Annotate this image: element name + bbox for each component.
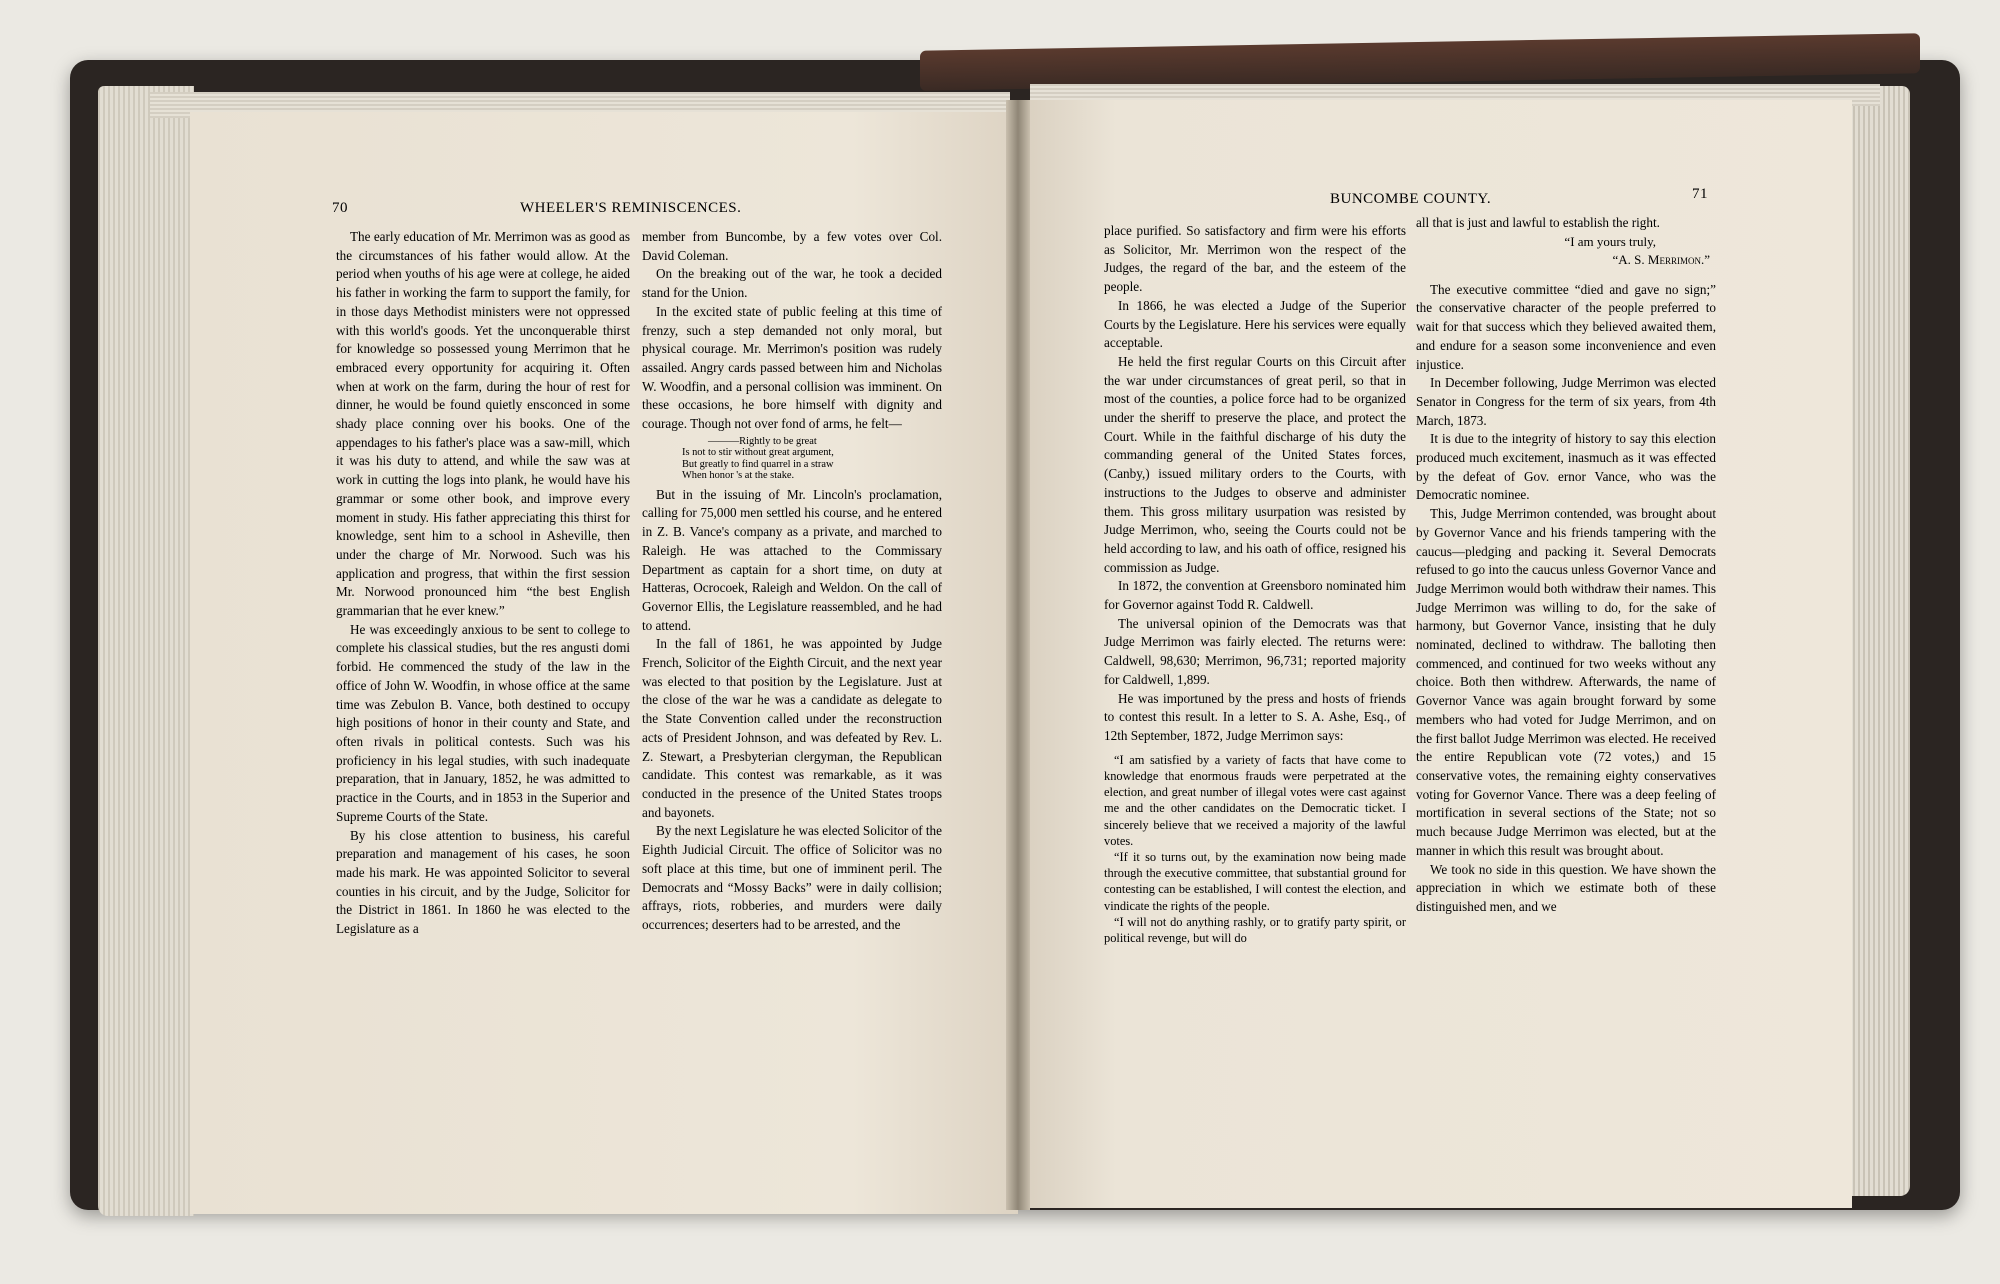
paragraph: We took no side in this question. We have shown the appreciation in which we estimate both of these distinguished men, and we xyxy=(1416,861,1716,914)
paragraph: In 1866, he was elected a Judge of the Superior Courts by the Legislature. Here his services were equally acceptable. xyxy=(1104,297,1406,351)
paragraph: He was exceedingly anxious to be sent to college to complete his classical studies, but the res angusti domi forbid. He commenced the study of the law in the office of John W. Woodfin, in whose office at the same time was Zebulon B. Vance, both destined to occupy high positions of honor in their county and State, and often rivals in political contests. Such was his proficiency in his legal studies, with such inadequate preparation, that in January, 1852, he was admitted to practice in the Courts, and in 1853 in the Superior and Supreme Courts of the State. xyxy=(336,621,630,824)
left-page-column-1 xyxy=(336,228,630,939)
left-running-head: WHEELER'S REMINISCENCES. xyxy=(520,200,742,216)
left-page-number: 70 xyxy=(332,200,348,216)
letter-paragraph: “I will not do anything rashly, or to gratify party spirit, or political revenge, but will do xyxy=(1104,914,1406,945)
letter-paragraph: “If it so turns out, by the examination now being made through the executive committee, that substantial ground for contesting can be established, I will contest the election, and vindicate the rights of the people. xyxy=(1104,849,1406,913)
paragraph: The universal opinion of the Democrats was that Judge Merrimon was fairly elected. The returns were: Caldwell, 98,630; Merrimon, 96,731; reported majority for Caldwell, 1,899. xyxy=(1104,615,1406,687)
verse-line: Is not to stir without great argument, xyxy=(682,447,834,459)
paragraph: He held the first regular Courts on this Circuit after the war under circumstances of great peril, so that in most of the counties, a police force had to be organized under the sheriff to preserve the place, and protect the Court. While in the faithful discharge of his duty the commanding general of the United States forces, (Canby,) issued military orders to the Courts, with instructions to the Judges to observe and administer them. This gross military usurpation was resisted by Judge Merrimon, who, seeing the Courts could not be held according to law, and his oath of office, resigned his commission as Judge. xyxy=(1104,353,1406,575)
paragraph: In the excited state of public feeling at this time of frenzy, such a step demanded not only moral, but physical courage. Mr. Merrimon's position was rudely assailed. Angry cards passed between him and Nicholas W. Woodfin, and a personal collision was imminent. On these occasions, he bore himself with dignity and courage. Though not over fond of arms, he felt— xyxy=(642,303,942,432)
paragraph: On the breaking out of the war, he took a decided stand for the Union. xyxy=(642,266,942,301)
paragraph: By his close attention to business, his careful preparation and management of his cases, he soon made his mark. He was appointed Solicitor to several counties in his circuit, and by the Judge, Solicitor for the District in 1861. In 1860 he was elected to the Legislature as a xyxy=(336,827,630,937)
paragraph: place purified. So satisfactory and firm were his efforts as Solicitor, Mr. Merrimon won the respect of the Judges, the regard of the bar, and the esteem of the people. xyxy=(1104,223,1406,295)
right-page-column-1 xyxy=(1104,222,1406,946)
verse-line: ———Rightly to be great xyxy=(708,435,817,447)
paragraph: member from Buncombe, by a few votes over Col. David Coleman. xyxy=(642,229,942,263)
letter-closing: “I am yours truly, xyxy=(1564,233,1656,249)
paragraph: all that is just and lawful to establish the right. xyxy=(1416,215,1660,230)
right-page-number: 71 xyxy=(1692,186,1708,202)
paragraph: The executive committee “died and gave no sign;” the conservative character of the people preferred to wait for that success which they believed awaited them, and endure for a season some inconvenience and even injustice. xyxy=(1416,281,1716,372)
left-page-column-2 xyxy=(642,228,942,935)
paragraph: The early education of Mr. Merrimon was as good as the circumstances of his father would allow. At the period when youths of his age were at college, he aided his father in working the farm to support the family, for in those days Methodist ministers were not oppressed with this world's goods. Yet the unconquerable thirst for knowledge so possessed young Merrimon that he embraced every opportunity for acquiring it. Often when at work on the farm, during the hour of rest for dinner, he would be found quietly ensconced in some shady place conning over his books. One of the appendages to his father's place was a saw-mill, which it was his duty to attend, and while the saw was at work in cutting the logs into plank, he would have his grammar or some other book, and improve every moment in study. His father appreciating this thirst for knowledge, sent him to a school in Asheville, then under the charge of Mr. Norwood. Such was his application and progress, that within the first session Mr. Norwood pronounced him “the best English grammarian that he ever knew.” xyxy=(336,229,630,619)
paragraph: It is due to the integrity of history to say this election produced much excitement, inasmuch as it was effected by the defeat of Gov. ernor Vance, who was the Democratic nominee. xyxy=(1416,431,1716,503)
book-gutter xyxy=(1006,100,1030,1210)
verse-line: When honor 's at the stake. xyxy=(682,470,795,482)
paragraph: But in the issuing of Mr. Lincoln's proclamation, calling for 75,000 men settled his course, and he entered in Z. B. Vance's company as a private, and marched to Raleigh. He was attached to the Commissary Department as captain for a short time, on duty at Hatteras, Ocrocoek, Raleigh and Weldon. On the call of Governor Ellis, the Legislature reassembled, and he had to attend. xyxy=(642,486,942,633)
letter-signature: “A. S. Merrimon.” xyxy=(1612,251,1710,267)
paragraph: In December following, Judge Merrimon was elected Senator in Congress for the term of six years, from 4th March, 1873. xyxy=(1416,375,1716,428)
paragraph: In the fall of 1861, he was appointed by Judge French, Solicitor of the Eighth Circuit, and the next year was elected to that position by the Legislature. Just at the close of the war he was a candidate as delegate to the State Convention called under the reconstruction acts of President Johnson, and was defeated by Rev. L. Z. Stewart, a Presbyterian clergyman, the Republican candidate. This contest was remarkable, as it was conducted in the presence of the United States troops and bayonets. xyxy=(642,636,942,820)
paragraph: He was importuned by the press and hosts of friends to contest this result. In a letter to S. A. Ashe, Esq., of 12th September, 1872, Judge Merrimon says: xyxy=(1104,690,1406,743)
verse-quotation xyxy=(642,436,942,482)
right-running-head: BUNCOMBE COUNTY. xyxy=(1330,191,1492,207)
verse-line: But greatly to find quarrel in a straw xyxy=(682,458,834,470)
paragraph: By the next Legislature he was elected Solicitor of the Eighth Judicial Circuit. The office of Solicitor was no soft place at this time, but one of imminent peril. The Democrats and “Mossy Backs” were in daily collision; affrays, riots, robberies, and murders were daily occurrences; deserters had to be arrested, and the xyxy=(642,823,943,932)
page-edges-left xyxy=(98,86,194,1216)
paragraph: This, Judge Merrimon contended, was brought about by Governor Vance and his friends tampering with the caucus—pledging and packing it. Several Democrats refused to go into the caucus unless Governor Vance and Judge Merrimon would both withdraw their names. This Judge Merrimon was willing to do, for the sake of harmony, but Governor Vance, insisting that he duly nominated, declined to withdraw. The balloting then commenced, and continued for two weeks without any choice. Both then withdrew. Afterwards, the name of Governor Vance was again brought forward by some members who had voted for Judge Merrimon, and on the first ballot Judge Merrimon was elected. He received the entire Republican vote (72 votes,) and 15 conservative votes, the remaining eighty conservatives voting for Governor Vance. There was a deep feeling of mortification in several sections of the State; not so much because Judge Merrimon was elected, but at the manner in which this result was brought about. xyxy=(1416,506,1716,858)
letter-paragraph: “I am satisfied by a variety of facts that have come to knowledge that enormous frauds were perpetrated at the election, and great number of illegal votes were cast against me and the other candidates on the Democratic ticket. I sincerely believe that we received a majority of the lawful votes. xyxy=(1104,752,1406,848)
right-page-column-2 xyxy=(1416,214,1716,917)
paragraph: In 1872, the convention at Greensboro nominated him for Governor against Todd R. Caldwell. xyxy=(1104,578,1406,613)
